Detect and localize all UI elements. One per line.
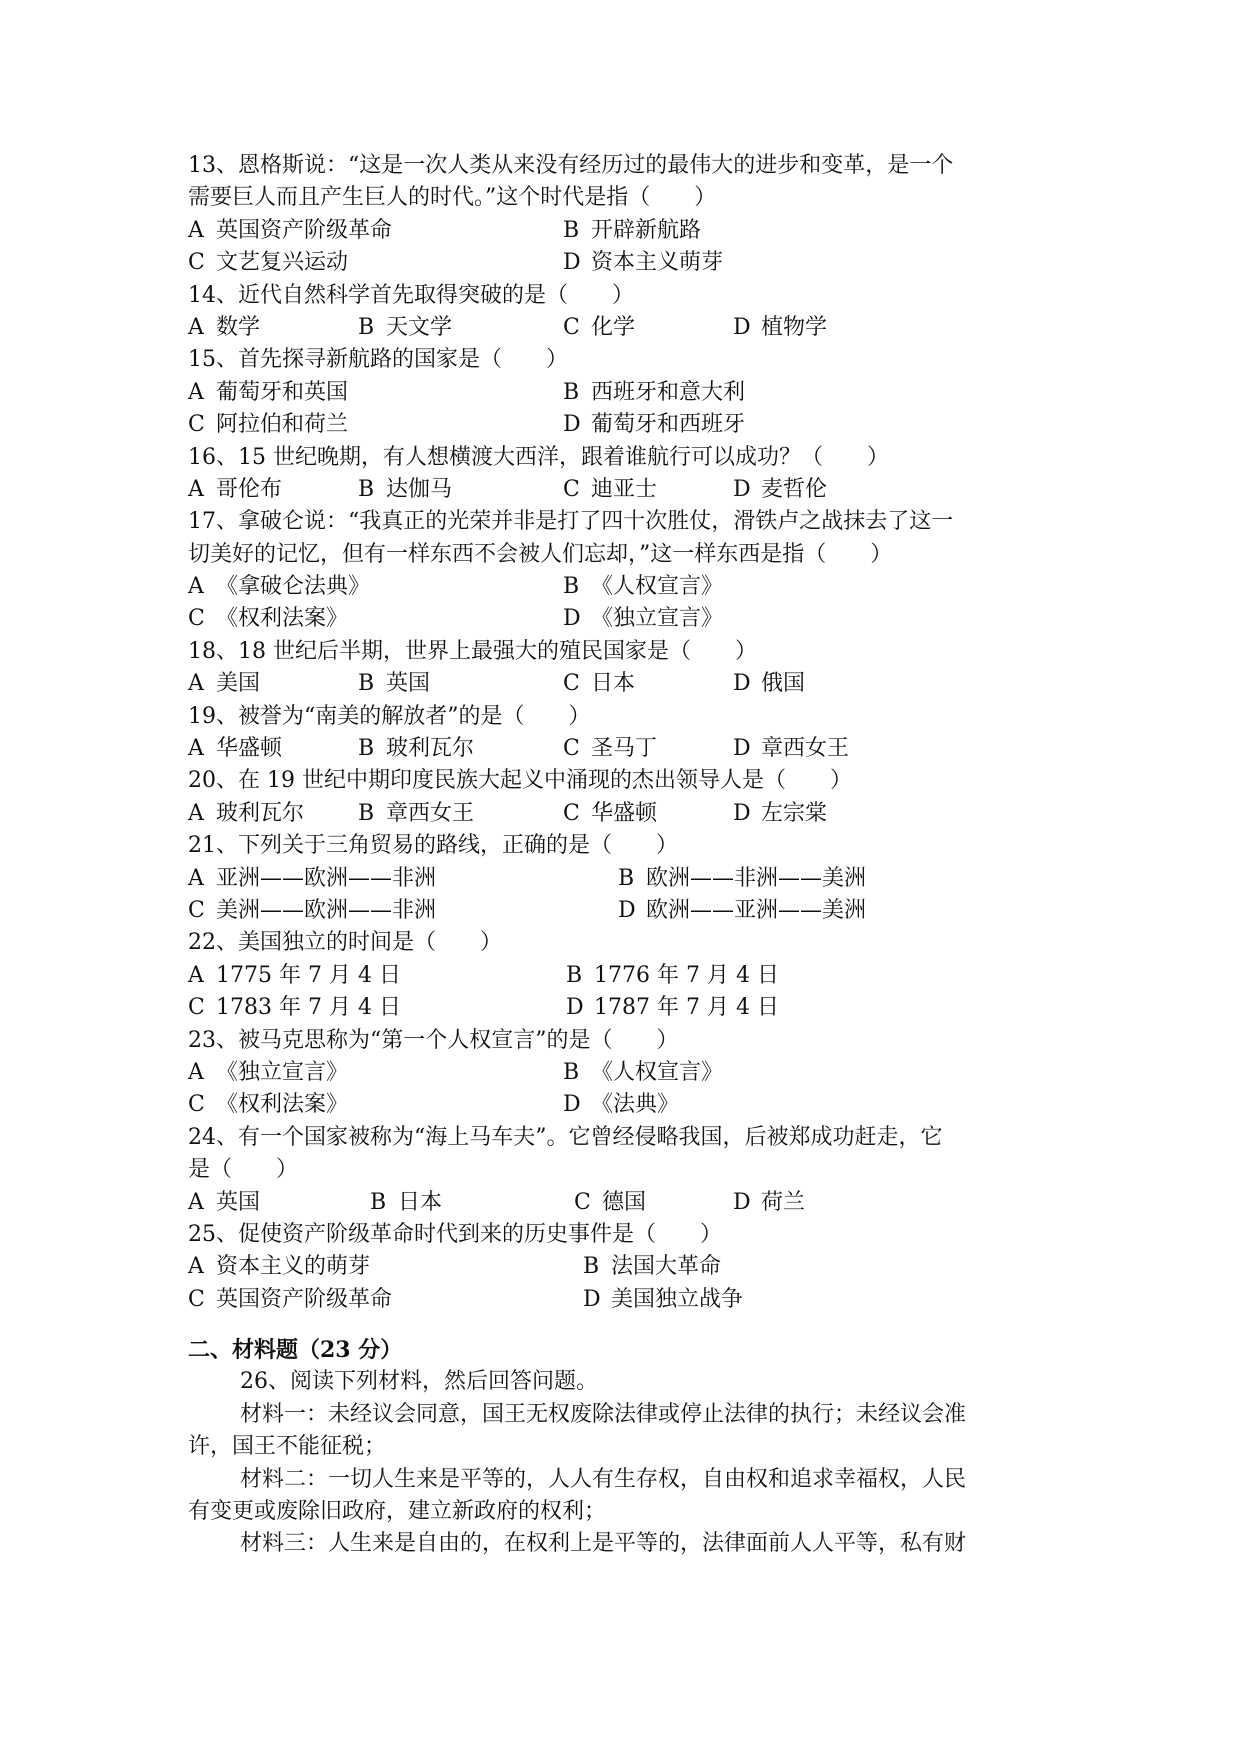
question-intro: 26、阅读下列材料，然后回答问题。 <box>240 1369 598 1395</box>
question-stem: 15、首先探寻新航路的国家是（ ） <box>188 347 568 373</box>
material-line: 许，国王不能征税； <box>188 1434 387 1460</box>
answer-option <box>358 474 452 506</box>
material-line: 材料二：一切人生来是平等的，人人有生存权，自由权和追求幸福权，人民 <box>240 1466 967 1492</box>
question-stem: 14、近代自然科学首先取得突破的是（ ） <box>188 282 634 308</box>
options-row <box>188 1057 1058 1089</box>
option-letter: D <box>733 476 751 502</box>
option-letter: B <box>583 1254 600 1280</box>
question-stem: 需要巨人而且产生巨人的时代。”这个时代是指（ ） <box>188 185 717 211</box>
option-letter: A <box>188 736 204 762</box>
answer-option <box>733 668 805 700</box>
options-row <box>188 474 1058 506</box>
options-row <box>188 668 1058 700</box>
option-text: 英国资产阶级革命 <box>216 217 393 243</box>
option-letter: C <box>563 476 580 502</box>
options-row <box>188 247 1058 279</box>
answer-option <box>188 1089 348 1121</box>
options-row <box>188 1089 1058 1121</box>
option-text: 1776 年 7 月 4 日 <box>594 962 779 988</box>
option-text: 《拿破仑法典》 <box>216 574 371 600</box>
option-letter: D <box>566 995 584 1021</box>
section-title: 二、材料题（23 分） <box>188 1337 403 1364</box>
option-letter: C <box>188 1092 205 1118</box>
question-stem: 13、恩格斯说：“这是一次人类从来没有经历过的最伟大的进步和变革，是一个 <box>188 153 954 178</box>
answer-option <box>358 668 430 700</box>
answer-option <box>583 1284 743 1316</box>
answer-option <box>563 1057 723 1089</box>
option-letter: D <box>563 1092 581 1118</box>
option-letter: D <box>733 800 751 826</box>
answer-option <box>563 247 723 279</box>
option-letter: B <box>563 1059 580 1085</box>
option-text: 章西女王 <box>761 736 850 762</box>
option-text: 法国大革命 <box>611 1254 722 1280</box>
option-text: 1787 年 7 月 4 日 <box>594 995 779 1021</box>
answer-option <box>563 603 723 635</box>
option-letter: B <box>563 217 580 243</box>
answer-option <box>583 1251 721 1283</box>
answer-option <box>188 1187 260 1219</box>
option-letter: B <box>358 800 375 826</box>
option-text: 俄国 <box>761 671 806 697</box>
option-text: 《法典》 <box>591 1092 680 1118</box>
option-text: 欧洲——非洲——美洲 <box>646 865 867 891</box>
option-letter: D <box>733 314 751 340</box>
option-letter: B <box>618 865 635 891</box>
option-text: 华盛顿 <box>591 800 658 826</box>
answer-option <box>188 247 348 279</box>
option-letter: A <box>188 379 204 405</box>
answer-option <box>188 571 370 603</box>
answer-option <box>188 603 348 635</box>
answer-option <box>188 1057 348 1089</box>
answer-option <box>563 409 745 441</box>
option-text: 《权利法案》 <box>216 606 349 632</box>
answer-option <box>563 571 723 603</box>
option-text: 数学 <box>216 314 261 340</box>
answer-option <box>188 733 282 765</box>
answer-option <box>188 863 436 895</box>
answer-option <box>358 798 474 830</box>
option-text: 《权利法案》 <box>216 1092 349 1118</box>
option-text: 《人权宣言》 <box>591 1059 724 1085</box>
answer-option <box>188 960 401 992</box>
answer-option <box>358 312 452 344</box>
answer-option <box>566 992 779 1024</box>
option-text: 英国资产阶级革命 <box>216 1286 393 1312</box>
option-letter: C <box>563 314 580 340</box>
question-stem: 17、拿破仑说：“我真正的光荣并非是打了四十次胜仗，滑铁卢之战抹去了这一 <box>188 509 954 535</box>
answer-option <box>574 1187 646 1219</box>
answer-option <box>563 377 745 409</box>
question-stem: 24、有一个国家被称为“海上马车夫”。它曾经侵略我国，后被郑成功赶走，它 <box>188 1124 943 1150</box>
option-text: 达伽马 <box>386 476 453 502</box>
option-letter: A <box>188 574 204 600</box>
option-text: 玻利瓦尔 <box>216 800 305 826</box>
option-text: 亚洲——欧洲——非洲 <box>216 865 437 891</box>
answer-option <box>563 798 657 830</box>
section-gap <box>188 1316 1058 1334</box>
option-text: 麦哲伦 <box>761 476 828 502</box>
options-row <box>188 1187 1058 1219</box>
option-text: 左宗棠 <box>761 800 828 826</box>
option-text: 资本主义的萌芽 <box>216 1254 371 1280</box>
option-letter: D <box>563 606 581 632</box>
option-text: 荷兰 <box>761 1189 806 1215</box>
option-letter: B <box>358 314 375 340</box>
options-row <box>188 863 1058 895</box>
option-text: 英国 <box>216 1189 261 1215</box>
question-stem: 16、15 世纪晚期，有人想横渡大西洋，跟着谁航行可以成功？（ ） <box>188 444 889 470</box>
answer-option <box>733 733 849 765</box>
option-letter: B <box>358 736 375 762</box>
option-letter: C <box>188 250 205 276</box>
option-text: 文艺复兴运动 <box>216 250 349 276</box>
answer-option <box>566 960 779 992</box>
option-letter: D <box>733 736 751 762</box>
question-stem: 20、在 19 世纪中期印度民族大起义中涌现的杰出领导人是（ ） <box>188 768 852 794</box>
option-letter: D <box>618 897 636 923</box>
option-text: 《独立宣言》 <box>216 1059 349 1085</box>
answer-option <box>563 215 701 247</box>
option-letter: B <box>370 1189 387 1215</box>
options-row <box>188 1284 1058 1316</box>
material-line: 材料一：未经议会同意，国王无权废除法律或停止法律的执行；未经议会准 <box>240 1401 967 1427</box>
option-letter: C <box>188 606 205 632</box>
option-text: 美国独立战争 <box>611 1286 744 1312</box>
option-text: 《独立宣言》 <box>591 606 724 632</box>
option-letter: C <box>188 1286 205 1312</box>
option-text: 华盛顿 <box>216 736 283 762</box>
answer-option <box>563 668 635 700</box>
exam-page <box>188 150 1058 1561</box>
option-text: 美洲——欧洲——非洲 <box>216 897 437 923</box>
question-stem: 18、18 世纪后半期，世界上最强大的殖民国家是（ ） <box>188 638 757 664</box>
option-text: 德国 <box>602 1189 647 1215</box>
option-letter: A <box>188 962 204 988</box>
material-line: 有变更或废除旧政府，建立新政府的权利； <box>188 1499 607 1525</box>
question-stem: 21、下列关于三角贸易的路线，正确的是（ ） <box>188 833 678 859</box>
answer-option <box>188 1251 370 1283</box>
option-text: 葡萄牙和西班牙 <box>591 412 746 438</box>
option-letter: C <box>188 412 205 438</box>
option-letter: D <box>563 412 581 438</box>
question-stem: 19、被誉为“南美的解放者”的是（ ） <box>188 703 591 729</box>
option-letter: C <box>188 995 205 1021</box>
option-letter: B <box>563 574 580 600</box>
options-row <box>188 798 1058 830</box>
options-row <box>188 215 1058 247</box>
option-text: 开辟新航路 <box>591 217 702 243</box>
option-text: 1783 年 7 月 4 日 <box>216 995 401 1021</box>
options-row <box>188 733 1058 765</box>
option-text: 美国 <box>216 671 261 697</box>
option-letter: D <box>733 1189 751 1215</box>
answer-option <box>733 312 827 344</box>
option-text: 植物学 <box>761 314 828 340</box>
options-row <box>188 603 1058 635</box>
answer-option <box>563 1089 679 1121</box>
answer-option <box>618 863 866 895</box>
answer-option <box>733 474 827 506</box>
option-letter: A <box>188 476 204 502</box>
option-text: 玻利瓦尔 <box>386 736 475 762</box>
option-letter: A <box>188 1254 204 1280</box>
option-text: 圣马丁 <box>591 736 658 762</box>
option-letter: B <box>563 379 580 405</box>
option-text: 章西女王 <box>386 800 475 826</box>
answer-option <box>733 798 827 830</box>
answer-option <box>188 798 304 830</box>
options-row <box>188 377 1058 409</box>
option-letter: A <box>188 865 204 891</box>
answer-option <box>188 1284 392 1316</box>
option-text: 1775 年 7 月 4 日 <box>216 962 401 988</box>
option-letter: B <box>566 962 583 988</box>
option-letter: A <box>188 217 204 243</box>
answer-option <box>188 312 260 344</box>
question-stem: 25、促使资产阶级革命时代到来的历史事件是（ ） <box>188 1221 722 1247</box>
answer-option <box>188 409 348 441</box>
option-text: 日本 <box>398 1189 443 1215</box>
option-letter: A <box>188 1059 204 1085</box>
options-row <box>188 409 1058 441</box>
option-text: 葡萄牙和英国 <box>216 379 349 405</box>
question-stem: 是（ ） <box>188 1157 299 1183</box>
answer-option <box>563 474 657 506</box>
option-text: 资本主义萌芽 <box>591 250 724 276</box>
option-letter: D <box>583 1286 601 1312</box>
answer-option <box>618 895 866 927</box>
option-letter: B <box>358 671 375 697</box>
option-text: 哥伦布 <box>216 476 283 502</box>
options-row <box>188 960 1058 992</box>
option-letter: C <box>574 1189 591 1215</box>
answer-option <box>188 474 282 506</box>
answer-option <box>188 377 348 409</box>
options-row <box>188 895 1058 927</box>
option-letter: A <box>188 800 204 826</box>
option-text: 西班牙和意大利 <box>591 379 746 405</box>
option-letter: D <box>733 671 751 697</box>
option-text: 《人权宣言》 <box>591 574 724 600</box>
answer-option <box>563 312 635 344</box>
options-row <box>188 571 1058 603</box>
option-letter: B <box>358 476 375 502</box>
option-text: 阿拉伯和荷兰 <box>216 412 349 438</box>
option-text: 欧洲——亚洲——美洲 <box>646 897 867 923</box>
option-letter: A <box>188 1189 204 1215</box>
option-letter: C <box>563 800 580 826</box>
options-row <box>188 312 1058 344</box>
answer-option <box>188 992 401 1024</box>
option-text: 化学 <box>591 314 636 340</box>
question-stem: 切美好的记忆，但有一样东西不会被人们忘却，”这一样东西是指（ ） <box>188 541 893 567</box>
option-text: 日本 <box>591 671 636 697</box>
option-letter: A <box>188 314 204 340</box>
option-text: 英国 <box>386 671 431 697</box>
material-line: 材料三：人生来是自由的，在权利上是平等的，法律面前人人平等，私有财 <box>240 1531 967 1557</box>
option-letter: D <box>563 250 581 276</box>
options-row <box>188 1251 1058 1283</box>
answer-option <box>563 733 657 765</box>
answer-option <box>188 215 392 247</box>
answer-option <box>358 733 474 765</box>
option-letter: A <box>188 671 204 697</box>
question-stem: 23、被马克思称为“第一个人权宣言”的是（ ） <box>188 1027 679 1053</box>
answer-option <box>370 1187 442 1219</box>
option-text: 迪亚士 <box>591 476 658 502</box>
option-letter: C <box>563 736 580 762</box>
question-stem: 22、美国独立的时间是（ ） <box>188 930 502 956</box>
option-text: 天文学 <box>386 314 453 340</box>
option-letter: C <box>563 671 580 697</box>
answer-option <box>733 1187 805 1219</box>
answer-option <box>188 895 436 927</box>
option-letter: C <box>188 897 205 923</box>
options-row <box>188 992 1058 1024</box>
answer-option <box>188 668 260 700</box>
